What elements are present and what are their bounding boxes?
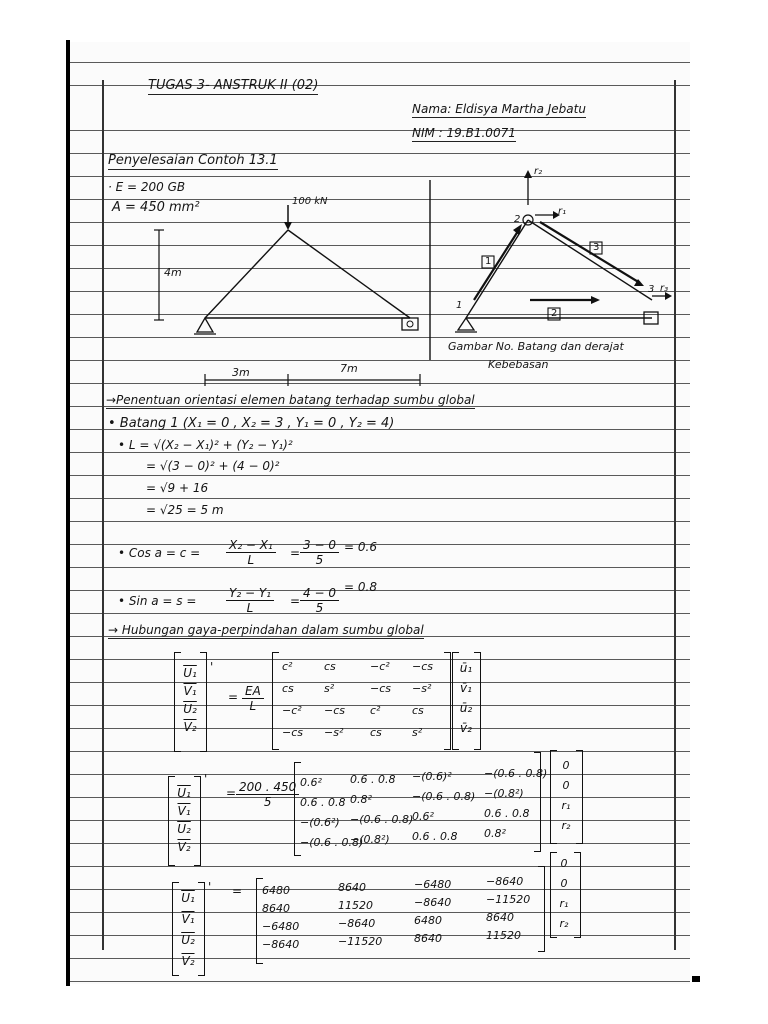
k-numeric-cell: −(0.8²) [484,787,524,800]
lhs2-u1: U₁ [177,786,191,800]
member-2-label: 2 [551,308,558,319]
ea-over-l [242,684,264,713]
lhs1-v1: V₁ [183,684,197,698]
sin-fraction-symbolic [226,586,274,615]
k-numeric-cell: 0.6² [412,810,434,823]
lhs2-prime: ' [204,772,208,786]
sin-result: = 0.8 [344,580,377,594]
k-value-cell: 6480 [414,914,442,927]
student-id: NIM : 19.B1.0071 [412,126,516,140]
lhs3-u1: U₁ [181,891,195,905]
sin-denominator-numeric: 5 [315,601,324,615]
rhs3-item: 0 [560,857,568,870]
lhs3-vector [178,888,198,972]
dof-r2-label: r₂ [534,166,543,177]
k-numeric-cell: 0.6 . 0.8 [350,773,396,786]
span-right-label: 7m [340,362,358,375]
solution-heading: Penyelesaian Contoh 13.1 [108,153,278,168]
sin-fraction-numeric [300,586,339,615]
k3-right-bracket [538,866,545,952]
height-label: 4m [164,266,182,279]
k-symbolic-cell: −cs [324,704,345,717]
k-symbolic-cell: −cs [282,726,303,739]
member-1-label: 1 [485,256,492,267]
k1-left-bracket [272,652,279,750]
k-numeric-cell: 0.6 . 0.8 [484,807,530,820]
rhs1-vector [456,658,476,738]
rhs1-u1: ū₁ [459,661,473,675]
sin-numerator-numeric: 4 − 0 [300,586,339,601]
rhs2-item: r₂ [561,819,571,832]
rhs3-item: r₂ [559,917,569,930]
length-substitution: = √(3 − 0)² + (4 − 0)² [146,459,280,473]
sin-equals: = [290,594,301,608]
rhs2-right-bracket [576,750,583,844]
k-symbolic-cell: −cs [412,660,433,673]
lhs1-u2: U₂ [183,702,197,716]
k-symbolic-cell: s² [324,682,335,695]
k-numeric-cell: 0.6 . 0.8 [300,796,346,809]
cos-numerator-numeric: 3 − 0 [300,538,339,553]
k-numeric-cell: −(0.6 . 0.8) [412,790,476,803]
factor-numerator: 200 . 450 [236,780,299,795]
k-value-cell: −8640 [262,938,300,951]
cos-denominator-numeric: 5 [315,553,324,567]
node-1-label: 1 [456,300,463,311]
page-corner-mark [692,976,700,982]
lhs1-u1: U₁ [183,666,197,680]
k-value-cell: −8640 [414,896,452,909]
ea-numerator: EA [242,684,264,699]
cos-fraction-symbolic [226,538,276,567]
rhs3-item: r₁ [559,897,569,910]
length-sum: = √9 + 16 [146,481,209,495]
factor-denominator: 5 [263,795,272,809]
lhs2-vector [174,784,194,856]
k-numeric-cell: −(0.8²) [350,833,390,846]
length-formula: • L = √(X₂ − X₁)² + (Y₂ − Y₁)² [118,438,293,452]
eq3-equals: = [232,884,243,898]
member-3-label: 3 [593,242,600,253]
factor-fraction [236,780,299,809]
cos-denominator-symbolic: L [247,553,255,567]
k-symbolic-cell: c² [282,660,293,673]
k-numeric-cell: 0.8² [484,827,506,840]
student-name: Nama: Eldisya Martha Jebatu [412,102,586,116]
batang-coordinates: • Batang 1 (X₁ = 0 , X₂ = 3 , Y₁ = 0 , Y₂ = 4) [108,416,395,431]
cos-prefix: • Cos a = c = [118,546,201,560]
k-value-cell: −11520 [486,893,531,906]
k-symbolic-cell: cs [370,726,382,739]
k-value-cell: −6480 [262,920,300,933]
k-value-cell: 8640 [414,932,442,945]
lhs3-prime: ' [208,880,212,894]
cos-equals: = [290,546,301,560]
k-numeric-cell: −(0.6 . 0.8) [300,836,364,849]
cos-fraction-numeric [300,538,339,567]
k-symbolic-cell: −cs [370,682,391,695]
lhs3-v1: V₁ [181,912,195,926]
k-numeric-cell: −(0.6 . 0.8) [484,767,548,780]
k-value-cell: −6480 [414,878,452,891]
cos-numerator-symbolic: X₂ − X₁ [226,538,276,553]
rhs2-item: 0 [562,779,570,792]
k-numeric-cell: 0.8² [350,793,372,806]
dof-r3-label: r₃ [660,283,669,294]
lhs1-right-bracket [200,652,207,752]
node-2-label: 2 [514,214,521,225]
k-value-cell: 8640 [338,881,366,894]
k1-right-bracket [444,652,451,750]
lhs1-vector [180,664,200,736]
k2-right-bracket [534,752,541,852]
rhs2-left-bracket [550,750,557,844]
sin-numerator-symbolic: Y₂ − Y₁ [226,586,274,601]
lhs1-prime: ' [210,660,214,674]
rhs1-right-bracket [474,652,481,750]
k-value-cell: 6480 [262,884,290,897]
lhs2-u2: U₂ [177,822,191,836]
force-displacement-heading: → Hubungan gaya-perpindahan dalam sumbu global [108,623,424,637]
rhs1-u2: ū₂ [459,701,473,715]
k-symbolic-cell: cs [282,682,294,695]
figure-caption-line1: Gambar No. Batang dan derajat [448,340,624,353]
lhs2-right-bracket [194,776,201,866]
rhs2-item: r₁ [561,799,571,812]
k-value-cell: −8640 [338,917,376,930]
lhs3-u2: U₂ [181,933,195,947]
eq2-equals: = [226,786,237,800]
node-3-label: 3 [648,284,655,295]
k-numeric-cell: −(0.6)² [412,770,452,783]
length-result: = √25 = 5 m [146,503,224,517]
cos-result: = 0.6 [344,540,377,554]
lhs3-v2: V₂ [181,954,195,968]
lhs2-v2: V₂ [177,840,191,854]
k-numeric-cell: 0.6 . 0.8 [412,830,458,843]
rhs1-v1: v̄₁ [460,681,472,695]
orientation-heading: →Penentuan orientasi elemen batang terhadap sumbu global [106,393,475,407]
k-symbolic-cell: −c² [370,660,390,673]
k-numeric-cell: −(0.6 . 0.8) [350,813,414,826]
lhs3-right-bracket [198,882,205,976]
figure-caption-line2: Kebebasan [488,358,549,371]
k-value-cell: −8640 [486,875,524,888]
k-value-cell: 11520 [486,929,521,942]
k-value-cell: 11520 [338,899,373,912]
load-label: 100 kN [292,196,328,207]
area-value: A = 450 mm² [112,200,200,215]
modulus-value: · E = 200 GB [108,180,186,194]
k-numeric-cell: −(0.6²) [300,816,340,829]
k-symbolic-cell: cs [324,660,336,673]
lhs1-v2: V₂ [183,720,197,734]
rhs3-right-bracket [574,852,581,938]
rhs1-v2: v̄₂ [460,721,472,735]
k-symbolic-cell: −s² [324,726,344,739]
assignment-title: TUGAS 3- ANSTRUK II (02) [148,78,319,93]
eq1-equals: = [228,690,239,704]
span-left-label: 3m [232,366,250,379]
k-value-cell: −11520 [338,935,383,948]
sin-prefix: • Sin a = s = [118,594,197,608]
rhs2-item: 0 [562,759,570,772]
k-numeric-cell: 0.6² [300,776,322,789]
rhs2-vector [558,756,574,836]
ea-denominator: L [249,699,257,713]
rhs3-vector [556,854,572,934]
dof-r1-label: r₁ [558,206,567,217]
k-value-cell: 8640 [262,902,290,915]
k-value-cell: 8640 [486,911,514,924]
k-symbolic-cell: s² [412,726,423,739]
k-symbolic-cell: −c² [282,704,302,717]
k-symbolic-cell: c² [370,704,381,717]
rhs3-item: 0 [560,877,568,890]
k-symbolic-cell: −s² [412,682,432,695]
sin-denominator-symbolic: L [246,601,254,615]
k-symbolic-cell: cs [412,704,424,717]
lhs2-v1: V₁ [177,804,191,818]
